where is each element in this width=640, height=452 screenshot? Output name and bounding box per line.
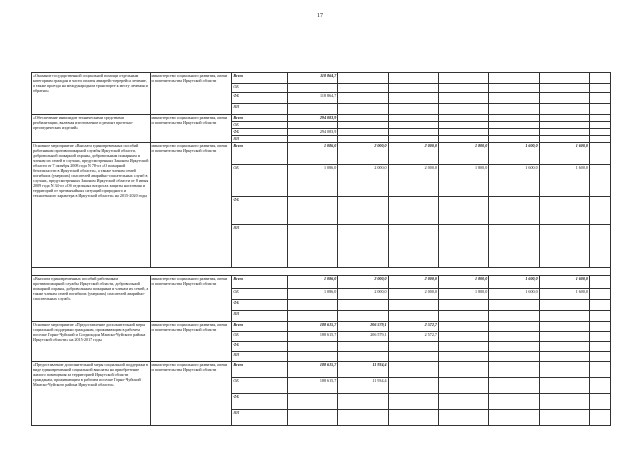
amount-cell [539,342,589,352]
amount-cell [438,410,488,426]
amount-cell [438,332,488,342]
amount-cell [338,136,388,143]
amount-cell [489,311,539,322]
funding-source-label: ФБ [232,300,288,311]
funding-source-label: Всего [232,276,288,289]
amount-cell [438,300,488,311]
amount-cell: 294 083,9 [287,115,337,122]
amount-cell [589,165,610,197]
amount-cell: 1 600,0 [489,276,539,289]
amount-cell: 1 600,0 [539,143,589,165]
amount-cell [388,378,438,394]
amount-cell [438,93,488,104]
funding-source-label: ОБ [232,122,288,129]
amount-cell: 1 600,0 [539,165,589,197]
amount-cell [539,115,589,122]
measure-description: «Выплата единовременных пособий работникам противопожарной службы Иркутской области, добровольной пожарной охраны, добровольным пожарным и членам их семей, а также членам семей погибших (умерших) спасателей аварийно-спасательных служб» [32,276,151,322]
amount-cell: 1 600,0 [539,289,589,300]
responsible-executor: министерство социального развития, опеки и попечительства Иркутской области [150,276,232,322]
amount-cell [388,394,438,410]
amount-cell [438,362,488,378]
table-row [32,115,611,122]
amount-cell [388,410,438,426]
amount-cell: 2 000,0 [338,289,388,300]
amount-cell: 1 600,0 [489,289,539,300]
amount-cell [438,136,488,143]
measure-description: «Предоставление дополнительной меры социальной поддержки в виде единовременной социальной выплаты на приобретение жилого помещения за территорией Иркутской области гражданам, проживающим в рабочем поселке Горно-Чуйский Мамско-Чуйского района Иркутской области» [32,362,151,426]
amount-cell: 188 615,7 [287,322,337,332]
funding-source-label: Всего [232,115,288,122]
amount-cell [589,276,610,289]
amount-cell [489,115,539,122]
responsible-executor: министерство социального развития, опеки и попечительства Иркутской области [150,322,232,362]
amount-cell [489,122,539,129]
amount-cell [489,378,539,394]
amount-cell [388,93,438,104]
spacer-cell [32,268,611,276]
amount-cell: 1 800,0 [438,289,488,300]
budget-table [31,72,611,426]
amount-cell: 1 800,0 [438,276,488,289]
page-number: 17 [317,13,323,19]
amount-cell [539,311,589,322]
amount-cell [589,104,610,115]
amount-cell: 2 572,7 [388,332,438,342]
amount-cell [489,410,539,426]
amount-cell [338,84,388,93]
amount-cell [589,143,610,165]
amount-cell [287,300,337,311]
amount-cell [489,136,539,143]
funding-source-label: ФБ [232,342,288,352]
amount-cell [489,342,539,352]
amount-cell [489,362,539,378]
amount-cell [338,225,388,268]
amount-cell: 2 572,7 [388,322,438,332]
amount-cell [338,115,388,122]
amount-cell [338,129,388,136]
amount-cell [489,73,539,84]
amount-cell [539,122,589,129]
amount-cell [438,378,488,394]
funding-source-label: ОБ [232,378,288,394]
amount-cell [539,104,589,115]
amount-cell [388,73,438,84]
amount-cell [589,352,610,362]
amount-cell [539,129,589,136]
amount-cell [489,394,539,410]
amount-cell [539,225,589,268]
amount-cell [287,225,337,268]
amount-cell [438,225,488,268]
amount-cell: 1 800,0 [438,165,488,197]
amount-cell: 188 615,7 [287,332,337,342]
amount-cell [338,73,388,84]
amount-cell [338,342,388,352]
responsible-executor: министерство социального развития, опеки и попечительства Иркутской области [150,73,232,115]
funding-source-label: ОБ [232,84,288,93]
funding-source-label: ИИ [232,410,288,426]
funding-source-label: Всего [232,143,288,165]
amount-cell [338,197,388,225]
amount-cell [287,84,337,93]
amount-cell [287,410,337,426]
amount-cell [489,104,539,115]
amount-cell [489,352,539,362]
amount-cell [589,129,610,136]
amount-cell [388,362,438,378]
amount-cell [287,197,337,225]
amount-cell [338,300,388,311]
amount-cell [438,104,488,115]
amount-cell: 206 579,1 [338,332,388,342]
amount-cell [589,136,610,143]
amount-cell: 1 086,0 [287,276,337,289]
amount-cell [589,410,610,426]
funding-source-label: ИИ [232,352,288,362]
amount-cell [589,378,610,394]
amount-cell [388,352,438,362]
amount-cell [589,332,610,342]
measure-description: «Оказание государственной социальной помощи отдельным категориям граждан в части оплаты авиарейс-перерейса лечение, а также проезда на международном транспорте к месту лечения и обратно» [32,73,151,115]
amount-cell: 1 086,0 [287,143,337,165]
funding-source-label: Всего [232,73,288,84]
amount-cell: 2 000,0 [338,276,388,289]
amount-cell: 2 000,0 [338,143,388,165]
table-row [32,362,611,378]
amount-cell: 2 000,0 [338,165,388,197]
amount-cell [388,136,438,143]
amount-cell: 206 579,1 [338,322,388,332]
amount-cell [438,394,488,410]
amount-cell [489,332,539,342]
amount-cell: 11 934,4 [338,378,388,394]
amount-cell: 2 000,0 [388,289,438,300]
amount-cell [489,84,539,93]
responsible-executor: министерство социального развития, опеки и попечительства Иркутской области [150,362,232,426]
amount-cell: 188 615,7 [287,378,337,394]
amount-cell [438,197,488,225]
amount-cell [438,84,488,93]
measure-description: Основное мероприятие «Выплата единовременных пособий работникам противопожарной службы Иркутской области, добровольной пожарной охраны, добровольным пожарным и членам их семей в случаях, предусмотренных Законом Иркутской области от 7 октября 2008 года N 78-оз «О пожарной безопасности в Иркутской области», а также членам семей погибших (умерших) спасателей аварийно-спасательных служб в случаях, предусмотренных Законом Иркутской области от 8 июня 2009 года N 34-оз «Об отдельных вопросах защиты населения и территорий от чрезвычайных ситуаций природного и техногенного характера в Иркутской области» на 2015-2020 годы [32,143,151,268]
amount-cell [438,352,488,362]
table-row [32,73,611,84]
amount-cell [338,410,388,426]
funding-source-label: ИИ [232,225,288,268]
funding-source-label: ОБ [232,332,288,342]
amount-cell [589,93,610,104]
amount-cell [589,122,610,129]
amount-cell [287,352,337,362]
amount-cell: 11 934,4 [338,362,388,378]
measure-description: Основное мероприятие «Предоставление дополнительной меры социальной поддержки гражданам, проживающим в рабочем поселке Горно-Чуйский и Согдиондон Мамско-Чуйского района Иркутской области» на 2015-2017 годы [32,322,151,362]
funding-source-label: Всего [232,322,288,332]
amount-cell [589,289,610,300]
funding-source-label: ИИ [232,311,288,322]
responsible-executor: министерство социального развития, опеки и попечительства Иркутской области [150,143,232,268]
funding-source-label: ФБ [232,394,288,410]
funding-source-label: ФБ [232,129,288,136]
amount-cell [539,300,589,311]
amount-cell: 2 000,0 [388,143,438,165]
spacer-row [32,268,611,276]
amount-cell [589,84,610,93]
amount-cell [539,197,589,225]
amount-cell: 118 864,7 [287,93,337,104]
amount-cell [589,394,610,410]
amount-cell [589,311,610,322]
amount-cell [338,311,388,322]
amount-cell [287,342,337,352]
amount-cell [388,84,438,93]
amount-cell [539,378,589,394]
amount-cell [589,342,610,352]
amount-cell [489,129,539,136]
amount-cell [539,73,589,84]
amount-cell [539,93,589,104]
amount-cell: 2 000,0 [388,276,438,289]
amount-cell [388,122,438,129]
amount-cell [539,394,589,410]
amount-cell: 2 000,0 [388,165,438,197]
amount-cell [589,73,610,84]
amount-cell [438,342,488,352]
amount-cell [287,104,337,115]
amount-cell: 1 600,0 [489,143,539,165]
funding-source-label: ОБ [232,165,288,197]
amount-cell [438,129,488,136]
amount-cell [438,122,488,129]
amount-cell [589,225,610,268]
amount-cell [388,129,438,136]
amount-cell [388,225,438,268]
amount-cell [438,311,488,322]
amount-cell [338,104,388,115]
funding-source-label: ИИ [232,136,288,143]
amount-cell [489,93,539,104]
amount-cell [338,93,388,104]
amount-cell [489,300,539,311]
amount-cell [539,362,589,378]
amount-cell: 1 086,0 [287,289,337,300]
table-row [32,143,611,165]
responsible-executor: министерство социального развития, опеки и попечительства Иркутской области [150,115,232,143]
amount-cell [287,311,337,322]
funding-source-label: ФБ [232,93,288,104]
table-row [32,322,611,332]
amount-cell: 294 083,9 [287,129,337,136]
amount-cell [438,73,488,84]
amount-cell [388,197,438,225]
amount-cell [338,122,388,129]
amount-cell [539,332,589,342]
amount-cell [489,197,539,225]
amount-cell [388,104,438,115]
amount-cell [539,352,589,362]
amount-cell [489,322,539,332]
funding-source-label: ОБ [232,289,288,300]
amount-cell [539,136,589,143]
amount-cell [287,394,337,410]
amount-cell [589,300,610,311]
amount-cell [438,115,488,122]
amount-cell [589,197,610,225]
amount-cell [539,84,589,93]
amount-cell [539,410,589,426]
amount-cell: 188 615,7 [287,362,337,378]
amount-cell [589,322,610,332]
amount-cell [438,322,488,332]
funding-source-label: Всего [232,362,288,378]
amount-cell: 1 600,0 [489,165,539,197]
amount-cell [388,115,438,122]
amount-cell [388,311,438,322]
funding-source-label: ИИ [232,104,288,115]
amount-cell: 118 864,7 [287,73,337,84]
amount-cell [287,136,337,143]
amount-cell [589,115,610,122]
amount-cell: 1 600,0 [539,276,589,289]
amount-cell [589,362,610,378]
amount-cell: 1 086,0 [287,165,337,197]
amount-cell [338,394,388,410]
amount-cell [338,352,388,362]
amount-cell [388,300,438,311]
amount-cell [489,225,539,268]
amount-cell [539,322,589,332]
measure-description: «Обеспечение инвалидов техническими средствами реабилитации, включая изготовление и ремонт протезно-ортопедических изделий» [32,115,151,143]
amount-cell: 1 800,0 [438,143,488,165]
table-row [32,276,611,289]
funding-source-label: ФБ [232,197,288,225]
amount-cell [287,122,337,129]
amount-cell [388,342,438,352]
